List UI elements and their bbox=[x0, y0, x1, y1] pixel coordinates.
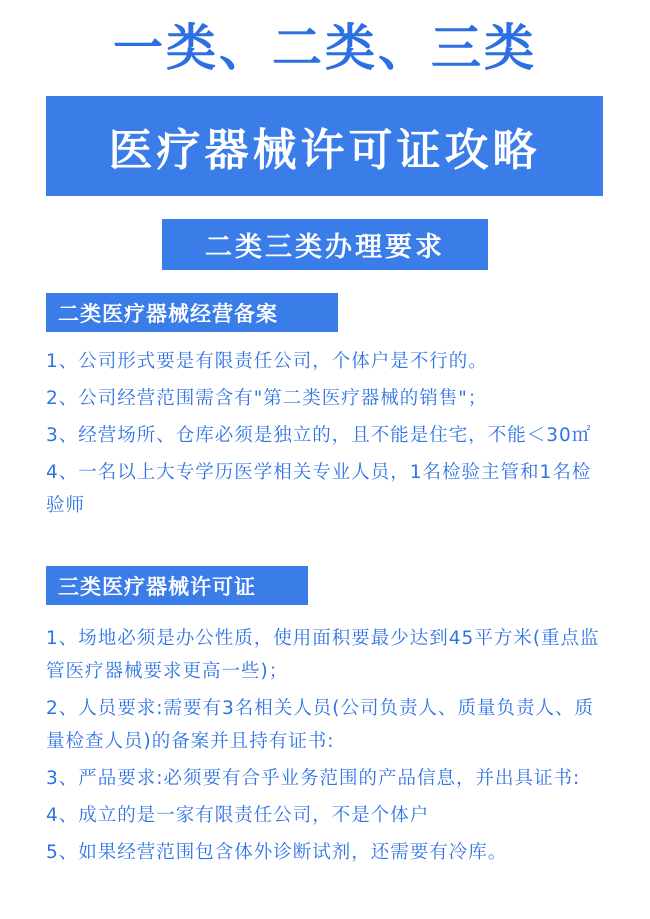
list-item: 2、人员要求:需要有3名相关人员(公司负责人、质量负责人、质量检查人员)的备案并且持有证书: bbox=[46, 698, 594, 752]
list-item: 4、成立的是一家有限责任公司，不是个体户 bbox=[46, 805, 430, 826]
subtitle: 二类三类办理要求 bbox=[205, 232, 445, 263]
top-title: 一类、二类、三类 bbox=[113, 19, 537, 77]
section-title-label: 三类医疗器械许可证 bbox=[58, 574, 256, 599]
list-item: 2、公司经营范围需含有"第二类医疗器械的销售"； bbox=[46, 388, 488, 409]
list-item: 4、一名以上大专学历医学相关专业人员，1名检验主管和1名检验师 bbox=[46, 462, 592, 516]
list-item: 3、严品要求:必须要有合乎业务范围的产品信息，并出具证书: bbox=[46, 768, 581, 789]
section-title-class2 bbox=[46, 293, 338, 332]
class2-requirements-list bbox=[46, 345, 606, 526]
main-title-banner bbox=[46, 96, 603, 196]
list-item: 3、经营场所、仓库必须是独立的，且不能是住宅，不能＜30㎡ bbox=[46, 425, 592, 446]
list-item: 1、场地必须是办公性质，使用面积要最少达到45平方米(重点监管医疗器械要求更高一些)； bbox=[46, 628, 600, 682]
section-title-label: 二类医疗器械经营备案 bbox=[58, 301, 278, 326]
class3-requirements-list bbox=[46, 622, 606, 873]
list-item: 1、公司形式要是有限责任公司，个体户是不行的。 bbox=[46, 351, 488, 372]
main-title: 医疗器械许可证攻略 bbox=[108, 125, 541, 176]
list-item: 5、如果经营范围包含体外诊断试剂，还需要有冷库。 bbox=[46, 842, 508, 863]
subtitle-banner bbox=[162, 219, 488, 270]
section-title-class3 bbox=[46, 566, 308, 605]
